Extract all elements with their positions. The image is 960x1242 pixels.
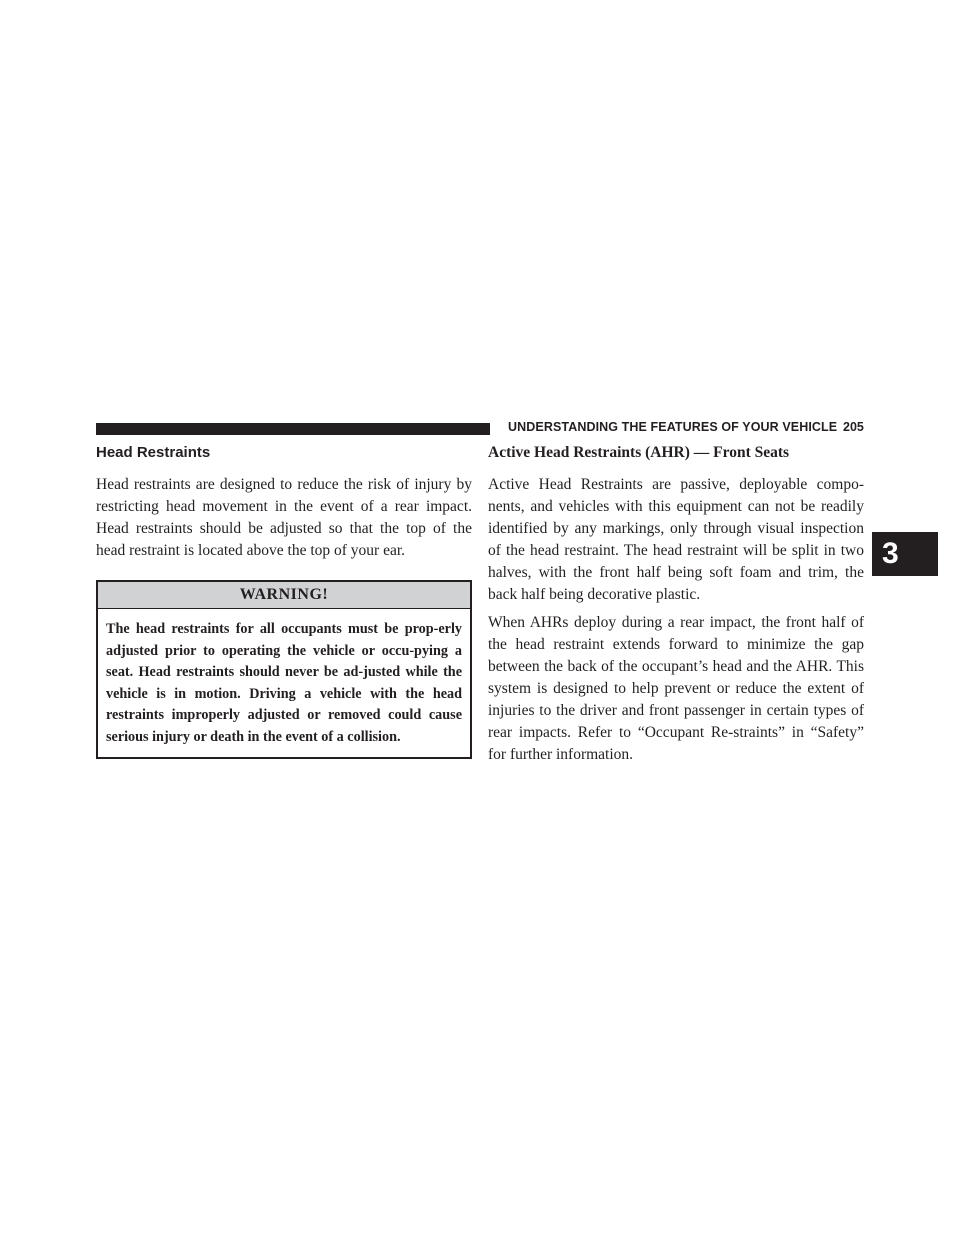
warning-box bbox=[96, 580, 472, 759]
warning-title: WARNING! bbox=[98, 582, 470, 609]
head-restraints-paragraph: Head restraints are designed to reduce the risk of injury by restricting head movement in the event of a rear impact. Head restraints should be adjusted so that the top of the head restraint is located above the top of your ear. bbox=[96, 476, 472, 559]
ahr-paragraph-2: When AHRs deploy during a rear impact, the front half of the head restraint extends forward to minimize the gap between the back of the occupant’s head and the AHR. This system is designed to help prevent or reduce the extent of injuries to the driver and front passenger in certain types of rear impacts. Refer to “Occupant Re-straints” in “Safety” for further information. bbox=[488, 614, 864, 763]
ahr-paragraph-1: Active Head Restraints are passive, deployable compo-nents, and vehicles with this equipment can not be readily identified by any markings, only through visual inspection of the head restraint. The head restraint will be split in two halves, with the front half being soft foam and trim, the back half being decorative plastic. bbox=[488, 476, 864, 603]
right-column bbox=[488, 444, 864, 772]
heading-head-restraints: Head Restraints bbox=[96, 444, 211, 461]
page-number: 205 bbox=[843, 420, 864, 434]
left-column bbox=[96, 444, 472, 759]
warning-text: The head restraints for all occupants must be prop-erly adjusted prior to operating the vehicle or occu-pying a seat. Head restraints should never be ad-justed while the vehicle is in motion. Driving a vehicle with the head restraints improperly adjusted or removed could cause serious injury or death in the event of a collision. bbox=[106, 621, 462, 745]
section-title: UNDERSTANDING THE FEATURES OF YOUR VEHICLE bbox=[508, 420, 838, 434]
header-rule bbox=[96, 423, 490, 435]
heading-active-head-restraints: Active Head Restraints (AHR) — Front Seats bbox=[488, 444, 790, 461]
chapter-tab: 3 bbox=[872, 532, 938, 576]
